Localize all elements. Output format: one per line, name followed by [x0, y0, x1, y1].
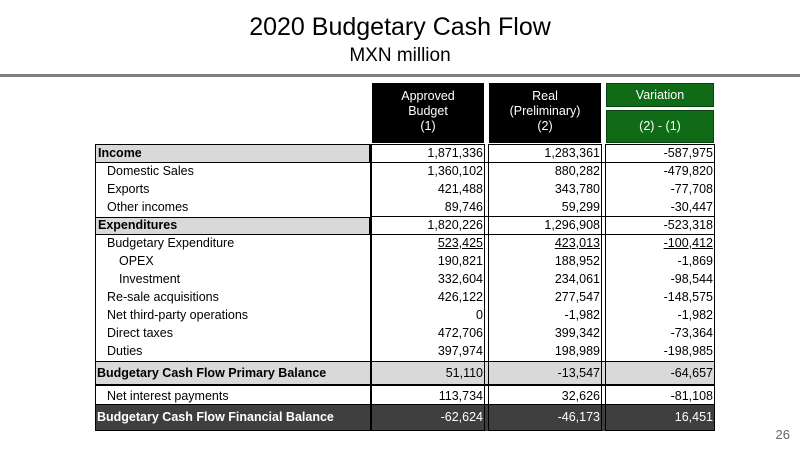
approved-value: 1,820,226	[427, 218, 483, 232]
row-label: OPEX	[119, 254, 154, 268]
real-value: 188,952	[554, 254, 600, 268]
real-header-line1: Real	[532, 89, 558, 103]
page-title: 2020 Budgetary Cash Flow	[249, 13, 551, 41]
row-label: Income	[98, 146, 142, 160]
row-label: Net interest payments	[107, 389, 229, 403]
approved-value: 89,746	[444, 200, 483, 214]
row-divider	[371, 162, 715, 163]
row-divider	[95, 404, 715, 405]
approved-header-line3: (1)	[420, 119, 436, 133]
title-rule	[0, 74, 800, 77]
row-label: Direct taxes	[107, 326, 173, 340]
row-divider	[371, 234, 715, 235]
variation-value: -73,364	[670, 326, 713, 340]
real-header-line3: (2)	[537, 119, 553, 133]
real-header-line2: (Preliminary)	[509, 104, 581, 118]
approved-value: -62,624	[440, 410, 483, 424]
variation-value: -77,708	[670, 182, 713, 196]
variation-value: 16,451	[674, 410, 713, 424]
real-preliminary-header	[489, 83, 601, 143]
approved-value: 190,821	[437, 254, 483, 268]
variation-value: -81,108	[670, 389, 713, 403]
real-value: 277,547	[554, 290, 600, 304]
real-value: 343,780	[554, 182, 600, 196]
variation-value: -100,412	[663, 236, 713, 250]
row-label: Budgetary Cash Flow Financial Balance	[97, 410, 334, 424]
approved-value: 397,974	[437, 344, 483, 358]
variation-value: -523,318	[663, 218, 713, 232]
real-value: 880,282	[554, 164, 600, 178]
page-number: 26	[775, 427, 790, 442]
row-label: Budgetary Cash Flow Primary Balance	[97, 366, 327, 380]
real-value: 1,283,361	[544, 146, 600, 160]
approved-value: 426,122	[437, 290, 483, 304]
approved-budget-header	[372, 83, 484, 143]
row-label: Exports	[107, 182, 150, 196]
real-value: 423,013	[554, 236, 600, 250]
row-label: Re-sale acquisitions	[107, 290, 219, 304]
variation-title: Variation	[606, 83, 714, 107]
page-subtitle: MXN million	[349, 45, 451, 66]
row-label: Domestic Sales	[107, 164, 194, 178]
approved-value: 472,706	[437, 326, 483, 340]
real-value: -1,982	[564, 308, 600, 322]
variation-value: -1,869	[677, 254, 713, 268]
real-value: 198,989	[554, 344, 600, 358]
variation-formula: (2) - (1)	[606, 110, 714, 143]
row-label: Net third-party operations	[107, 308, 249, 322]
variation-value: -479,820	[663, 164, 713, 178]
variation-value: -30,447	[670, 200, 713, 214]
variation-header	[606, 83, 714, 143]
real-value: 59,299	[561, 200, 600, 214]
approved-header-line1: Approved	[401, 89, 455, 103]
approved-value: 0	[476, 308, 483, 322]
approved-value: 113,734	[438, 389, 483, 403]
real-value: -46,173	[557, 410, 600, 424]
variation-value: -587,975	[663, 146, 713, 160]
real-value: -13,547	[557, 366, 600, 380]
row-label: Budgetary Expenditure	[107, 236, 235, 250]
real-value: 1,296,908	[544, 218, 600, 232]
variation-value: -98,544	[670, 272, 713, 286]
variation-value: -148,575	[663, 290, 713, 304]
real-value: 234,061	[554, 272, 600, 286]
variation-value: -198,985	[663, 344, 713, 358]
real-value: 399,342	[554, 326, 600, 340]
approved-value: 51,110	[445, 366, 483, 380]
row-label: Other incomes	[107, 200, 189, 214]
row-label: Investment	[119, 272, 181, 286]
variation-value: -64,657	[670, 366, 713, 380]
approved-value: 421,488	[437, 182, 483, 196]
real-value: 32,626	[561, 389, 600, 403]
row-divider	[371, 216, 715, 217]
row-divider	[95, 385, 715, 386]
variation-value: -1,982	[677, 308, 713, 322]
approved-value: 1,360,102	[427, 164, 483, 178]
approved-value: 523,425	[437, 236, 483, 250]
row-label: Duties	[107, 344, 143, 358]
approved-header-line2: Budget	[408, 104, 448, 118]
approved-value: 332,604	[437, 272, 483, 286]
approved-value: 1,871,336	[427, 146, 483, 160]
row-label: Expenditures	[98, 218, 178, 232]
